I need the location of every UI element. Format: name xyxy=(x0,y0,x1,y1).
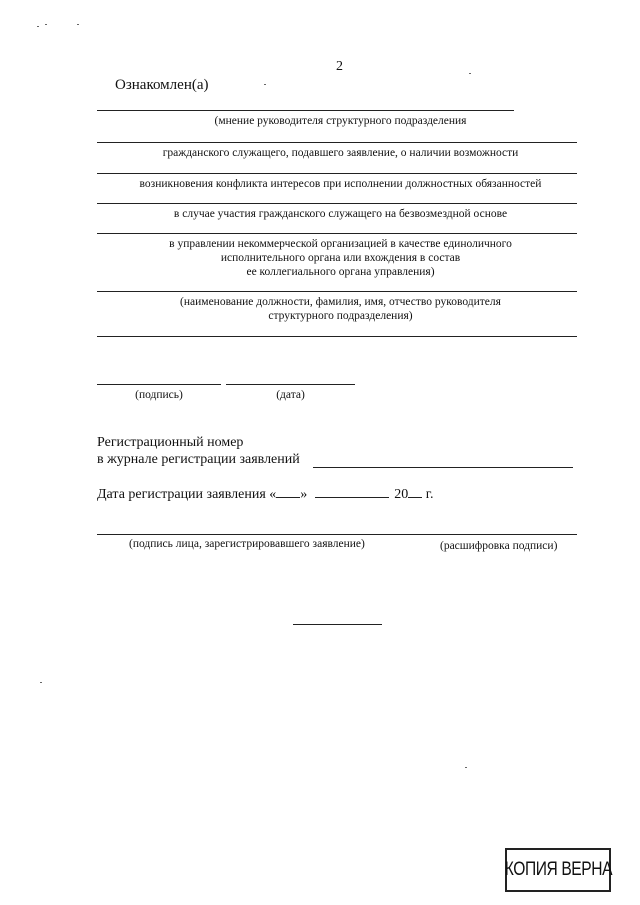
reg-number-label-line-1: Регистрационный номер xyxy=(97,435,244,450)
date-line[interactable] xyxy=(226,384,355,385)
fill-in-line[interactable] xyxy=(97,142,577,143)
reg-number-label-line-2: в журнале регистрации заявлений xyxy=(97,452,300,467)
reg-year-prefix: 20 xyxy=(394,487,409,502)
fill-in-line[interactable] xyxy=(97,291,577,292)
page-number: 2 xyxy=(336,59,343,74)
scan-speck xyxy=(37,26,39,27)
scan-speck xyxy=(40,682,42,683)
stamp-text: КОПИЯ ВЕРНА xyxy=(504,859,612,880)
fill-in-line[interactable] xyxy=(97,110,514,111)
scan-speck xyxy=(469,73,471,74)
reg-month-field[interactable] xyxy=(315,485,389,498)
opinion-caption-line-3: возникновения конфликта интересов при исполнении должностных обязанностей xyxy=(139,178,542,190)
scan-speck xyxy=(264,84,266,85)
opinion-caption-line-6: исполнительного органа или вхождения в состав xyxy=(220,252,461,264)
opinion-caption-line-4: в случае участия гражданского служащего на безвозмездной основе xyxy=(173,208,508,220)
reg-date-quote-close: » xyxy=(300,487,308,502)
signature-label: (подпись) xyxy=(135,389,183,401)
reg-number-field[interactable] xyxy=(313,467,573,468)
reg-date-label: Дата регистрации заявления « xyxy=(97,487,277,502)
reg-year-suffix: г. xyxy=(425,487,434,502)
name-caption-line-1: (наименование должности, фамилия, имя, отчество руководителя xyxy=(180,296,501,308)
fill-in-line[interactable] xyxy=(97,173,577,174)
registrar-signature-line[interactable] xyxy=(97,534,577,535)
opinion-caption-line-1: (мнение руководителя структурного подразделения xyxy=(214,115,467,127)
fill-in-line[interactable] xyxy=(97,233,577,234)
signature-line[interactable] xyxy=(97,384,221,385)
reg-day-field[interactable] xyxy=(276,485,300,498)
scan-speck xyxy=(45,24,47,25)
reg-year-field[interactable] xyxy=(408,485,422,498)
opinion-caption-line-2: гражданского служащего, подавшего заявление, о наличии возможности xyxy=(162,147,519,159)
fill-in-line[interactable] xyxy=(97,203,577,204)
signature-decoding-label: (расшифровка подписи) xyxy=(440,540,558,552)
end-rule xyxy=(293,624,382,625)
opinion-caption-line-7: ее коллегиального органа управления) xyxy=(246,266,435,278)
scan-speck xyxy=(465,767,467,768)
fill-in-line[interactable] xyxy=(97,336,577,337)
scan-speck xyxy=(77,24,79,25)
name-caption-line-2: структурного подразделения) xyxy=(268,310,413,322)
reg-date-row xyxy=(97,485,433,503)
date-label: (дата) xyxy=(276,389,305,401)
acquainted-label: Ознакомлен(а) xyxy=(115,77,209,93)
registrar-signature-label: (подпись лица, зарегистрировавшего заявление) xyxy=(129,538,365,550)
opinion-caption-line-5: в управлении некоммерческой организацией в качестве единоличного xyxy=(169,238,512,250)
copy-certified-stamp xyxy=(505,848,611,892)
